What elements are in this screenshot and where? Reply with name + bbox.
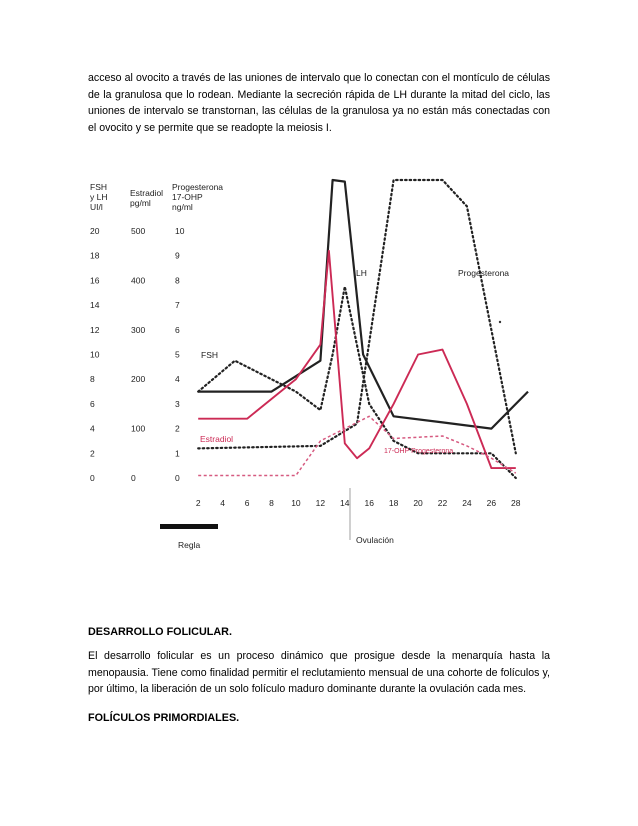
y-label-prog-7: 7 [175,300,180,311]
y-label-prog-5: 5 [175,349,180,360]
y-label-prog-4: 4 [175,374,180,385]
fsh-header-line-1: FSH [90,182,107,192]
y-label-prog-2: 2 [175,423,180,434]
y-label-fsh-12: 12 [90,324,100,335]
fsh-lh-column-header [90,182,107,212]
x-tick-4: 4 [220,498,226,508]
x-tick-20: 20 [413,498,423,508]
y-label-fsh-2: 2 [90,448,95,459]
x-tick-18: 18 [388,498,399,508]
x-axis-tick-labels [196,498,521,508]
y-label-estradiol-500: 500 [131,226,146,236]
series-progesterona [198,180,516,453]
x-tick-8: 8 [269,498,274,508]
y-label-fsh-10: 10 [90,349,100,360]
x-tick-12: 12 [315,498,326,508]
y-label-prog-0: 0 [175,473,180,483]
fsh-header-line-3: UI/l [90,202,103,212]
section-heading-primordiales: FOLÍCULOS PRIMORDIALES. [88,712,240,724]
series-lh [198,180,528,429]
stray-dot [499,321,501,323]
y-label-estradiol-100: 100 [131,423,146,434]
ohp-series-label: 17-OHP Progesterona [384,448,454,455]
y-label-prog-10: 10 [175,226,185,236]
y-label-fsh-0: 0 [90,473,95,483]
y-label-prog-3: 3 [175,398,180,409]
y-label-fsh-6: 6 [90,398,95,409]
y-label-estradiol-0: 0 [131,473,136,483]
x-tick-28: 28 [511,498,521,508]
hormone-cycle-figure [88,178,538,558]
y-label-estradiol-300: 300 [131,324,146,335]
series-fsh [198,287,516,478]
progesterone-header-line-2: 17-OHP [172,192,203,202]
regla-label: Regla [178,540,201,550]
y-label-fsh-18: 18 [90,250,100,261]
fsh-header-line-2: y LH [90,192,108,202]
x-tick-16: 16 [364,498,374,508]
x-tick-6: 6 [244,498,250,508]
y-axis-labels [90,226,185,483]
progesterone-header-line-1: Progesterona [172,182,224,192]
x-tick-26: 26 [486,498,497,508]
y-label-prog-1: 1 [175,448,180,459]
intro-paragraph: acceso al ovocito a través de las uniones de intervalo que lo conectan con el montículo de células de la granulosa que lo rodean. Mediante la secreción rápida de LH durante la mitad del ciclo, las uniones de intervalo se transtornan, las células de la granulosa ya no están más conectadas con el ovocito y se permite que se readopte la meiosis I. [88,72,550,134]
y-label-prog-8: 8 [175,275,180,286]
ovulacion-label: Ovulación [356,535,394,545]
y-label-prog-6: 6 [175,324,180,335]
y-label-fsh-8: 8 [90,374,95,385]
series-estradiol [198,251,516,468]
progesterone-column-header [172,182,223,212]
y-label-estradiol-400: 400 [131,275,146,286]
section-paragraph-desarrollo: El desarrollo folicular es un proceso dinámico que prosigue desde la menarquía hasta la menopausia. Tiene como finalidad permitir el reclutamiento mensual de una cohorte de folículos y, por último, la liberación de un solo folículo maduro dominante durante la ovulación cada mes. [88,650,550,695]
y-label-estradiol-200: 200 [131,374,146,385]
x-tick-10: 10 [291,498,301,508]
lh-series-label: LH [356,268,367,278]
fsh-series-label: FSH [201,350,218,360]
y-label-fsh-20: 20 [90,226,100,236]
estradiol-column-header [130,188,163,208]
x-tick-14: 14 [340,498,350,508]
estradiol-header-line-1: Estradiol [130,188,164,198]
y-label-fsh-14: 14 [90,300,100,311]
estradiol-header-line-2: pg/ml [130,198,151,208]
x-tick-22: 22 [437,498,448,508]
progesterone-series-label: Progesterona [458,268,510,278]
estradiol-series-label: Estradiol [200,434,234,444]
regla-bar [160,524,218,529]
y-label-fsh-16: 16 [90,275,100,286]
series-layer [198,180,528,478]
y-label-fsh-4: 4 [90,423,95,434]
y-label-prog-9: 9 [175,250,180,261]
section-heading-desarrollo: DESARROLLO FOLICULAR. [88,626,232,638]
x-tick-2: 2 [195,498,201,508]
progesterone-header-line-3: ng/ml [172,202,193,212]
x-tick-24: 24 [462,498,472,508]
